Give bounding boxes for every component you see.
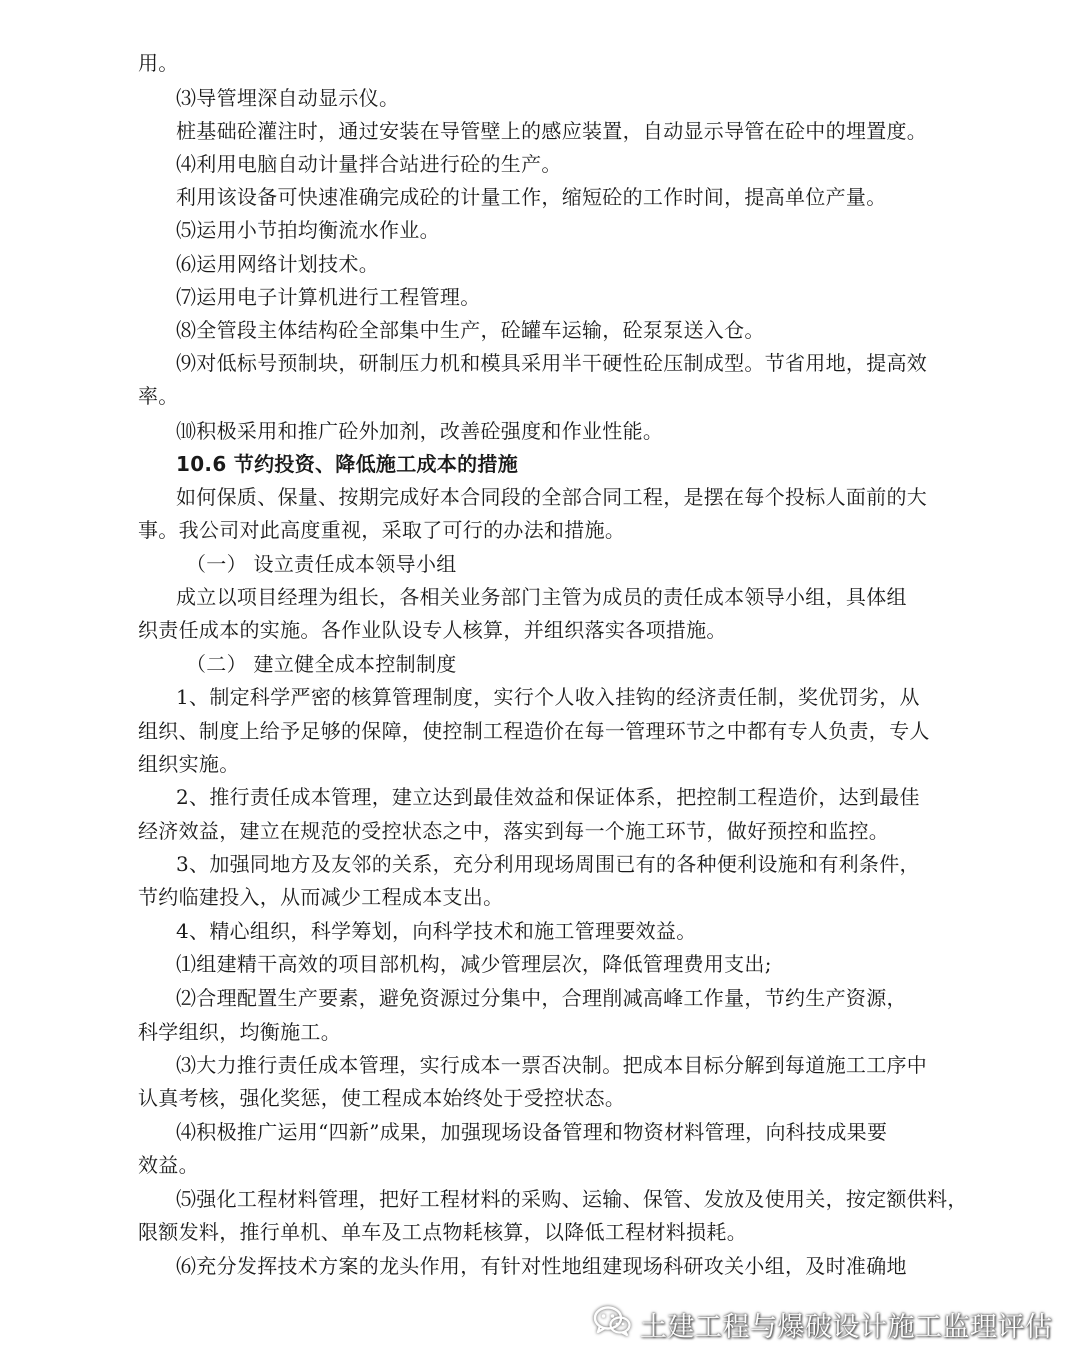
body-line-32: 认真考核，强化奖惩，使工程成本始终处于受控状态。 [138, 1086, 626, 1110]
body-line-22: 组织实施。 [138, 752, 240, 776]
body-line-18: 织责任成本的实施。各作业队设专人核算，并组织落实各项措施。 [138, 618, 727, 642]
list-item-8: ⑻全管段主体结构砼全部集中生产，砼罐车运输，砼泵泵送入仓。 [176, 318, 765, 342]
wechat-watermark [592, 1302, 1053, 1346]
body-line-17: 成立以项目经理为组长，各相关业务部门主管为成员的责任成本领导小组，具体组 [176, 585, 907, 609]
list-item-sub-2: ⑵合理配置生产要素，避免资源过分集中，合理削减高峰工作量，节约生产资源， [176, 986, 907, 1010]
list-item-10: ⑽积极采用和推广砼外加剂，改善砼强度和作业性能。 [176, 419, 664, 443]
body-line-25: 3、加强同地方及友邻的关系，充分利用现场周围已有的各种便利设施和有利条件， [176, 852, 920, 876]
watermark-text: 土建工程与爆破设计施工监理评估 [640, 1311, 1053, 1343]
subsection-heading-2: （二） 建立健全成本控制制度 [186, 652, 457, 676]
body-line-36: 限额发料，推行单机、单车及工点物耗核算，以降低工程材料损耗。 [138, 1220, 747, 1244]
body-line-1: 用。 [138, 51, 179, 75]
list-item-sub-5: ⑸强化工程材料管理，把好工程材料的采购、运输、保管、发放及使用关，按定额供料， [176, 1187, 968, 1211]
list-item-7: ⑺运用电子计算机进行工程管理。 [176, 285, 481, 309]
list-item-3: ⑶导管埋深自动显示仪。 [176, 86, 400, 110]
section-heading: 10.6 节约投资、降低施工成本的措施 [176, 452, 519, 476]
body-line-27: 4、精心组织，科学筹划，向科学技术和施工管理要效益。 [176, 919, 697, 943]
body-line-15: 事。我公司对此高度重视，采取了可行的办法和措施。 [138, 518, 626, 542]
list-item-sub-4: ⑷积极推广运用“四新”成果，加强现场设备管理和物资材料管理，向科技成果要 [176, 1120, 888, 1144]
subsection-heading-1: （一） 设立责任成本领导小组 [186, 552, 457, 576]
body-line-24: 经济效益，建立在规范的受控状态之中，落实到每一个施工环节，做好预控和监控。 [138, 819, 890, 843]
body-line-20: 1、制定科学严密的核算管理制度，实行个人收入挂钩的经济责任制，奖优罚劣，从 [176, 685, 920, 709]
list-item-sub-1: ⑴组建精干高效的项目部机构，减少管理层次，降低管理费用支出; [176, 952, 772, 976]
body-line-30: 科学组织，均衡施工。 [138, 1020, 341, 1044]
body-line-34: 效益。 [138, 1153, 199, 1177]
body-line-23: 2、推行责任成本管理，建立达到最佳效益和保证体系，把控制工程造价，达到最佳 [176, 785, 920, 809]
body-line-5: 利用该设备可快速准确完成砼的计量工作，缩短砼的工作时间，提高单位产量。 [176, 185, 887, 209]
list-item-sub-6: ⑹充分发挥技术方案的龙头作用，有针对性地组建现场科研攻关小组，及时准确地 [176, 1254, 907, 1278]
list-item-5: ⑸运用小节拍均衡流水作业。 [176, 218, 440, 242]
list-item-sub-3: ⑶大力推行责任成本管理，实行成本一票否决制。把成本目标分解到每道施工工序中 [176, 1053, 928, 1077]
body-line-21: 组织、制度上给予足够的保障，使控制工程造价在每一管理环节之中都有专人负责，专人 [138, 719, 930, 743]
list-item-6: ⑹运用网络计划技术。 [176, 252, 379, 276]
list-item-4: ⑷利用电脑自动计量拌合站进行砼的生产。 [176, 152, 562, 176]
list-item-9: ⑼对低标号预制块，研制压力机和模具采用半干硬性砼压制成型。节省用地，提高效 [176, 351, 928, 375]
body-line-14: 如何保质、保量、按期完成好本合同段的全部合同工程，是摆在每个投标人面前的大 [176, 485, 928, 509]
body-line-3: 桩基础砼灌注时，通过安装在导管壁上的感应装置，自动显示导管在砼中的埋置度。 [176, 119, 928, 143]
body-line-26: 节约临建投入，从而减少工程成本支出。 [138, 885, 504, 909]
wechat-icon [592, 1304, 632, 1345]
body-line-11: 率。 [138, 384, 179, 408]
